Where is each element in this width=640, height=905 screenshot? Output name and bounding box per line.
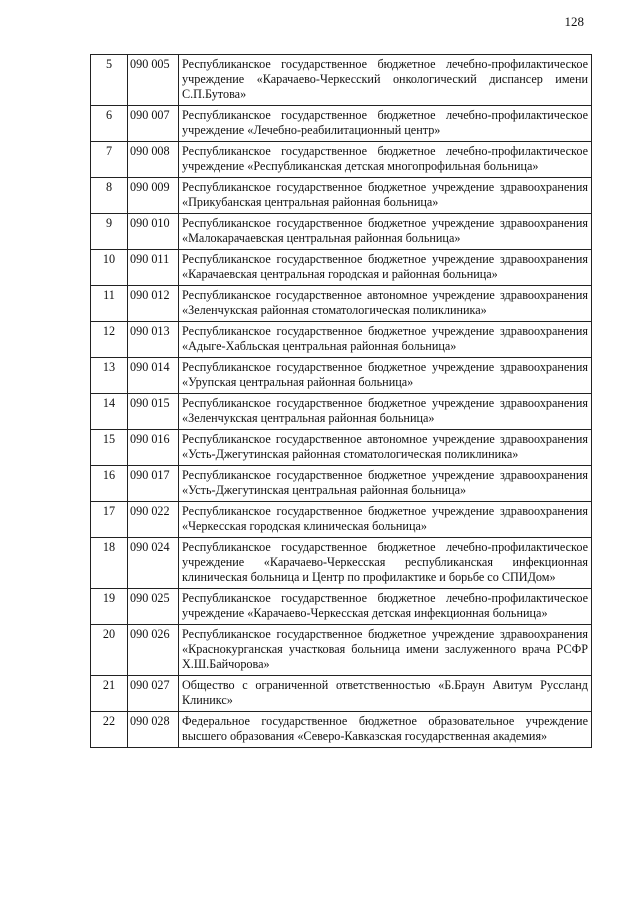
table-row (91, 250, 592, 286)
table-row (91, 538, 592, 589)
institution-name: Республиканское государственное бюджетное учреждение здравоохранения «Адыге-Хабльская центральная районная больница» (179, 322, 592, 358)
row-number: 7 (91, 142, 128, 178)
row-number: 19 (91, 589, 128, 625)
table-row (91, 55, 592, 106)
institution-name: Республиканское государственное бюджетное лечебно-профилактическое учреждение «Карачаево-Черкесская республиканская инфекционная клиническая больница и Центр по профилактике и борьбе со СПИДом» (179, 538, 592, 589)
institution-name: Республиканское государственное бюджетное учреждение здравоохранения «Карачаевская центральная городская и районная больница» (179, 250, 592, 286)
table-row (91, 502, 592, 538)
row-number: 5 (91, 55, 128, 106)
institution-code: 090 025 (128, 589, 179, 625)
institution-name: Республиканское государственное автономное учреждение здравоохранения «Зеленчукская районная стоматологическая поликлиника» (179, 286, 592, 322)
institution-code: 090 024 (128, 538, 179, 589)
institution-code: 090 010 (128, 214, 179, 250)
row-number: 17 (91, 502, 128, 538)
institution-name: Республиканское государственное бюджетное учреждение здравоохранения «Прикубанская центральная районная больница» (179, 178, 592, 214)
institution-code: 090 014 (128, 358, 179, 394)
institution-code: 090 013 (128, 322, 179, 358)
institution-name: Федеральное государственное бюджетное образовательное учреждение высшего образования «Северо-Кавказская государственная академия» (179, 712, 592, 748)
row-number: 21 (91, 676, 128, 712)
table-row (91, 466, 592, 502)
table-row (91, 286, 592, 322)
institution-code: 090 011 (128, 250, 179, 286)
table-row (91, 712, 592, 748)
row-number: 15 (91, 430, 128, 466)
table-row (91, 178, 592, 214)
row-number: 8 (91, 178, 128, 214)
row-number: 9 (91, 214, 128, 250)
institution-code: 090 026 (128, 625, 179, 676)
institution-name: Республиканское государственное бюджетное учреждение здравоохранения «Урупская центральная районная больница» (179, 358, 592, 394)
institution-code: 090 022 (128, 502, 179, 538)
table-row (91, 106, 592, 142)
institution-code: 090 015 (128, 394, 179, 430)
row-number: 14 (91, 394, 128, 430)
table-row (91, 358, 592, 394)
institution-name: Республиканское государственное бюджетное учреждение здравоохранения «Малокарачаевская центральная районная больница» (179, 214, 592, 250)
row-number: 20 (91, 625, 128, 676)
institution-name: Республиканское государственное бюджетное учреждение здравоохранения «Усть-Джегутинская центральная районная больница» (179, 466, 592, 502)
institution-name: Республиканское государственное автономное учреждение здравоохранения «Усть-Джегутинская районная стоматологическая поликлиника» (179, 430, 592, 466)
institution-name: Республиканское государственное бюджетное лечебно-профилактическое учреждение «Карачаево-Черкесский онкологический диспансер имени С.П.Бутова» (179, 55, 592, 106)
row-number: 6 (91, 106, 128, 142)
table-row (91, 394, 592, 430)
table-row (91, 589, 592, 625)
institution-name: Республиканское государственное бюджетное учреждение здравоохранения «Зеленчукская центральная районная больница» (179, 394, 592, 430)
institution-code: 090 008 (128, 142, 179, 178)
row-number: 13 (91, 358, 128, 394)
institution-name: Республиканское государственное бюджетное лечебно-профилактическое учреждение «Республиканская детская многопрофильная больница» (179, 142, 592, 178)
page-number: 128 (564, 14, 584, 29)
table-row (91, 142, 592, 178)
table-body (91, 55, 592, 748)
institutions-table (90, 54, 592, 748)
row-number: 18 (91, 538, 128, 589)
row-number: 11 (91, 286, 128, 322)
table-row (91, 430, 592, 466)
institution-name: Республиканское государственное бюджетное учреждение здравоохранения «Краснокурганская участковая больница имени заслуженного врача РСФР Х.Ш.Байчорова» (179, 625, 592, 676)
institution-code: 090 007 (128, 106, 179, 142)
institution-code: 090 012 (128, 286, 179, 322)
institution-code: 090 009 (128, 178, 179, 214)
institution-code: 090 027 (128, 676, 179, 712)
institution-name: Республиканское государственное бюджетное лечебно-профилактическое учреждение «Карачаево-Черкесская детская инфекционная больница» (179, 589, 592, 625)
table-row (91, 214, 592, 250)
institution-code: 090 017 (128, 466, 179, 502)
row-number: 12 (91, 322, 128, 358)
row-number: 16 (91, 466, 128, 502)
row-number: 22 (91, 712, 128, 748)
table-row (91, 625, 592, 676)
institution-code: 090 005 (128, 55, 179, 106)
institution-name: Республиканское государственное бюджетное учреждение здравоохранения «Черкесская городская клиническая больница» (179, 502, 592, 538)
institution-code: 090 016 (128, 430, 179, 466)
institution-name: Республиканское государственное бюджетное лечебно-профилактическое учреждение «Лечебно-реабилитационный центр» (179, 106, 592, 142)
institution-name: Общество с ограниченной ответственностью «Б.Браун Авитум Руссланд Клиникс» (179, 676, 592, 712)
table-row (91, 322, 592, 358)
row-number: 10 (91, 250, 128, 286)
institution-code: 090 028 (128, 712, 179, 748)
table-row (91, 676, 592, 712)
